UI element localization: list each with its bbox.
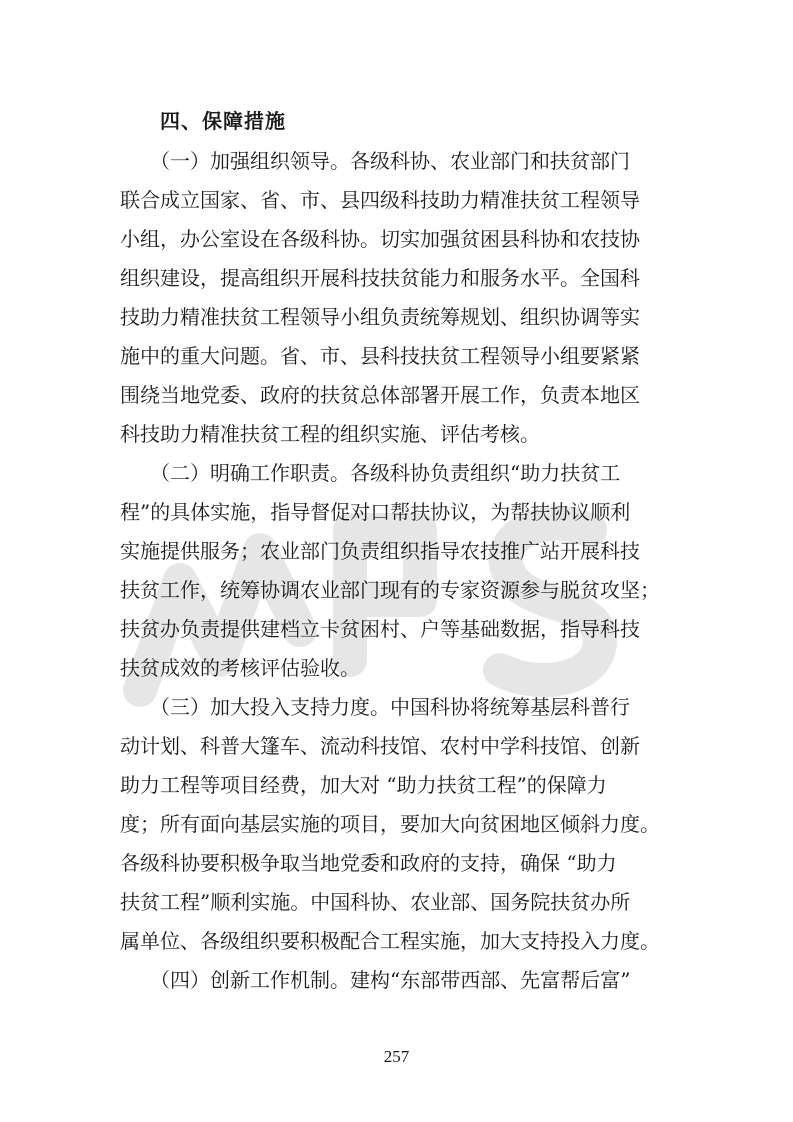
body-line: 扶贫成效的考核评估验收。	[120, 656, 360, 680]
body-line: 扶贫工程”顺利实施。中国科协、农业部、国务院扶贫办所	[120, 890, 631, 914]
body-line: （四）创新工作机制。建构“东部带西部、先富帮后富”	[120, 968, 631, 992]
body-line: 实施提供服务；农业部门负责组织指导农技推广站开展科技	[120, 539, 640, 563]
body-line: 联合成立国家、省、市、县四级科技助力精准扶贫工程领导	[120, 188, 640, 212]
body-line: 施中的重大问题。省、市、县科技扶贫工程领导小组要紧紧	[120, 344, 640, 368]
body-line: 动计划、科普大篷车、流动科技馆、农村中学科技馆、创新	[120, 734, 640, 758]
body-line: 组织建设，提高组织开展科技扶贫能力和服务水平。全国科	[120, 266, 640, 290]
body-line: 各级科协要积极争取当地党委和政府的支持，确保 “助力	[120, 851, 617, 875]
body-line: 扶贫办负责提供建档立卡贫困村、户等基础数据，指导科技	[120, 617, 640, 641]
body-line: 扶贫工作，统筹协调农业部门现有的专家资源参与脱贫攻坚；	[120, 578, 660, 602]
body-line: 助力工程等项目经费，加大对 “助力扶贫工程”的保障力	[120, 773, 607, 797]
body-line: 技助力精准扶贫工程领导小组负责统筹规划、组织协调等实	[120, 305, 640, 329]
page-number: 257	[383, 1047, 410, 1066]
body-line: （三）加大投入支持力度。中国科协将统筹基层科普行	[120, 695, 630, 719]
body-line: 属单位、各级组织要积极配合工程实施，加大支持投入力度。	[120, 929, 660, 953]
body-line: （一）加强组织领导。各级科协、农业部门和扶贫部门	[120, 149, 630, 173]
body-line: 度；所有面向基层实施的项目，要加大向贫困地区倾斜力度。	[120, 812, 660, 836]
body-line: 小组，办公室设在各级科协。切实加强贫困县科协和农技协	[120, 227, 640, 251]
body-line: （二）明确工作职责。各级科协负责组织“助力扶贫工	[120, 461, 621, 485]
body-line: 科技助力精准扶贫工程的组织实施、评估考核。	[120, 422, 540, 446]
body-line: 围绕当地党委、政府的扶贫总体部署开展工作，负责本地区	[120, 383, 640, 407]
body-line: 程”的具体实施，指导督促对口帮扶协议，为帮扶协议顺利	[120, 500, 631, 524]
section-heading: 四、保障措施	[160, 109, 286, 133]
